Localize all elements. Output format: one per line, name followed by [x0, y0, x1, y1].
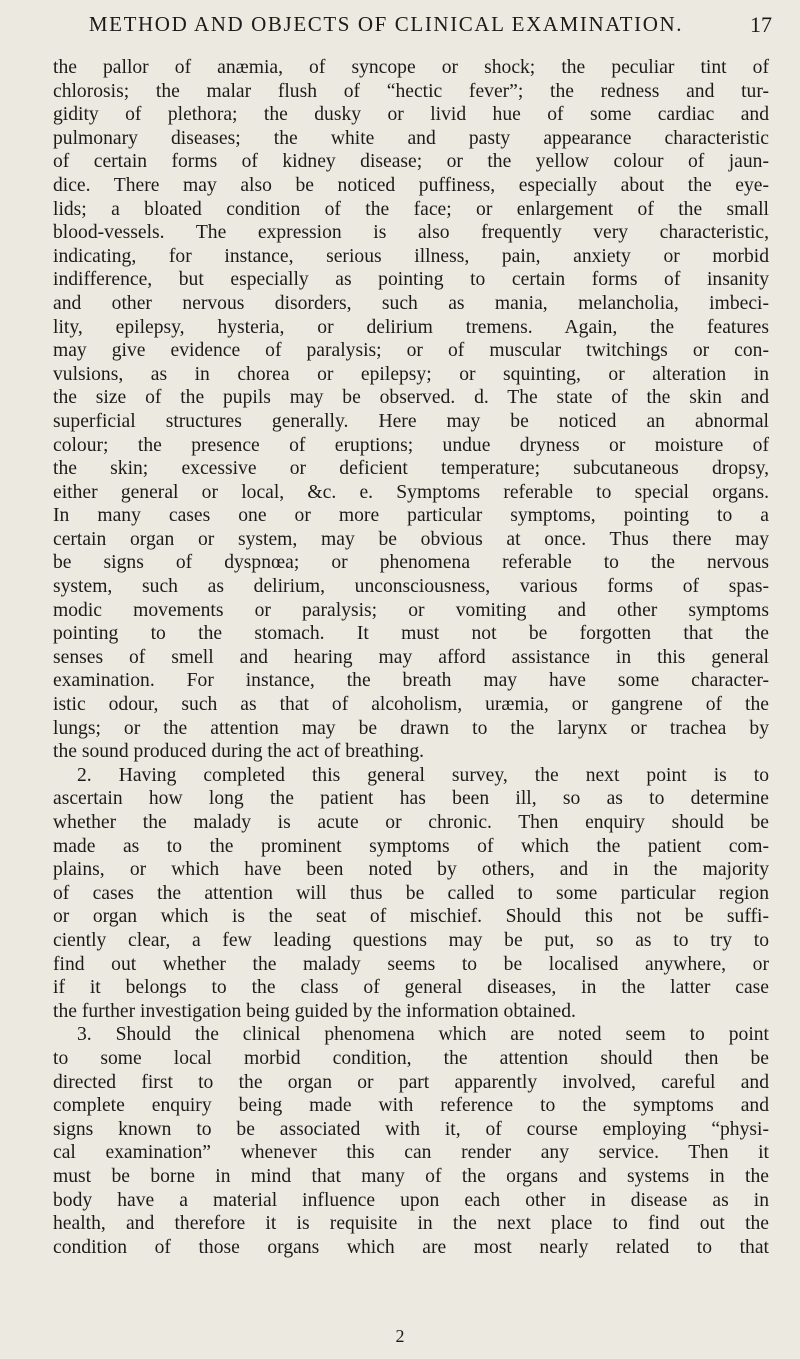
text-line: pointing to the stomach. It must not be forgotten that the: [53, 623, 769, 645]
text-line: health, and therefore it is requisite in the next place to find out the: [53, 1213, 769, 1235]
text-line: ascertain how long the patient has been ill, so as to determine: [53, 788, 769, 810]
text-line: colour; the presence of eruptions; undue dryness or moisture of: [53, 434, 769, 456]
text-line: must be borne in mind that many of the organs and systems in the: [53, 1165, 769, 1187]
text-line: lids; a bloated condition of the face; or enlargement of the small: [53, 198, 769, 220]
text-line: the size of the pupils may be observed. d. The state of the skin and: [53, 387, 769, 409]
text-line: whether the malady is acute or chronic. Then enquiry should be: [53, 812, 769, 833]
text-line: lungs; or the attention may be drawn to the larynx or trachea by: [53, 717, 769, 739]
text-line: vulsions, as in chorea or epilepsy; or squinting, or alteration in: [53, 363, 769, 385]
text-line: of certain forms of kidney disease; or the yellow colour of jaun-: [53, 151, 769, 173]
text-line: blood-vessels. The expression is also frequently very characteristic,: [53, 222, 769, 244]
text-line: to some local morbid condition, the attention should then be: [53, 1047, 769, 1069]
text-line: complete enquiry being made with reference to the symptoms and: [53, 1095, 769, 1117]
text-line: chlorosis; the malar flush of “hectic fever”; the redness and tur-: [53, 80, 769, 102]
text-line: pulmonary diseases; the white and pasty appearance characteristic: [53, 127, 769, 149]
text-line: either general or local, &c. e. Symptoms referable to special organs.: [53, 481, 769, 503]
running-head: METHOD AND OBJECTS OF CLINICAL EXAMINATION.: [88, 12, 684, 36]
signature-mark: 2: [395, 1326, 405, 1346]
text-line: the pallor of anæmia, of syncope or shock; the peculiar tint of: [53, 57, 769, 78]
text-line: system, such as delirium, unconsciousness, various forms of spas-: [53, 576, 769, 598]
text-line: the skin; excessive or deficient temperature; subcutaneous dropsy,: [53, 458, 769, 480]
text-line: be signs of dyspnœa; or phenomena referable to the nervous: [53, 552, 769, 574]
text-line: istic odour, such as that of alcoholism, uræmia, or gangrene of the: [53, 694, 769, 716]
page-header: [54, 12, 778, 46]
text-line: senses of smell and hearing may afford assistance in this general: [53, 646, 769, 668]
text-line: superficial structures generally. Here may be noticed an abnormal: [53, 410, 769, 432]
text-line: of cases the attention will thus be called to some particular region: [53, 882, 769, 904]
text-line: certain organ or system, may be obvious at once. Thus there may: [53, 528, 769, 550]
page-number: 17: [750, 12, 772, 37]
text-line: directed first to the organ or part apparently involved, careful and: [53, 1071, 769, 1093]
text-line: dice. There may also be noticed puffiness, especially about the eye-: [53, 174, 769, 196]
text-line: 3. Should the clinical phenomena which are noted seem to point: [77, 1024, 769, 1046]
text-line: if it belongs to the class of general diseases, in the latter case: [53, 977, 769, 999]
body-text: [53, 56, 769, 1259]
text-line: 2. Having completed this general survey, the next point is to: [77, 764, 769, 786]
text-line: cal examination” whenever this can render any service. Then it: [53, 1142, 769, 1164]
text-line: signs known to be associated with it, of course employing “physi-: [53, 1118, 769, 1140]
text-line: plains, or which have been noted by others, and in the majority: [53, 859, 769, 881]
text-line: indifference, but especially as pointing to certain forms of insanity: [53, 269, 769, 291]
text-line: may give evidence of paralysis; or of muscular twitchings or con-: [53, 340, 769, 362]
text-line: body have a material influence upon each other in disease as in: [53, 1189, 769, 1211]
text-line: examination. For instance, the breath may have some character-: [53, 670, 769, 692]
text-line: the sound produced during the act of breathing.: [53, 741, 425, 763]
text-line: find out whether the malady seems to be localised anywhere, or: [53, 953, 769, 975]
text-line: made as to the prominent symptoms of which the patient com-: [53, 835, 769, 857]
text-line: gidity of plethora; the dusky or livid hue of some cardiac and: [53, 104, 769, 126]
text-line: or organ which is the seat of mischief. Should this not be suffi-: [53, 906, 769, 928]
text-line: the further investigation being guided by the information obtained.: [53, 1000, 576, 1022]
text-line: and other nervous disorders, such as mania, melancholia, imbeci-: [53, 292, 769, 314]
text-line: lity, epilepsy, hysteria, or delirium tremens. Again, the features: [53, 316, 769, 338]
text-line: condition of those organs which are most nearly related to that: [53, 1236, 769, 1258]
text-line: indicating, for instance, serious illness, pain, anxiety or morbid: [53, 245, 769, 267]
text-line: ciently clear, a few leading questions may be put, so as to try to: [53, 929, 769, 951]
text-line: modic movements or paralysis; or vomiting and other symptoms: [53, 599, 769, 621]
text-line: In many cases one or more particular symptoms, pointing to a: [53, 505, 769, 527]
